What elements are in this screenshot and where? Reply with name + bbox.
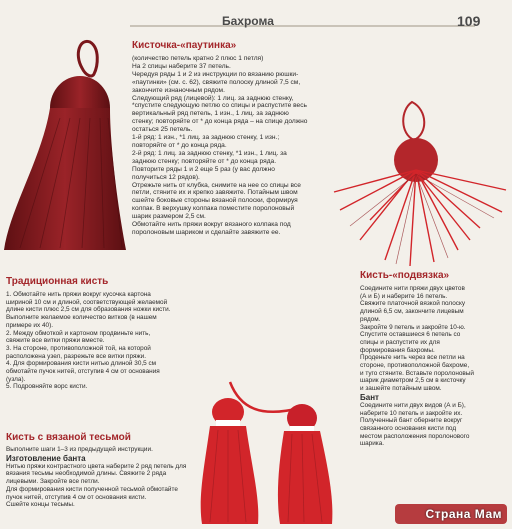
page-title: Бахрома	[222, 14, 274, 28]
text-line: петли, стяните их и крепко завяжите. Потайным швом	[132, 189, 298, 197]
text-line: пучок нитей, отступив 4 см от основания кисти.	[6, 493, 147, 501]
knitted-tassel-photo	[0, 38, 130, 260]
subsection-title-bant: Изготовление банта	[6, 453, 86, 463]
text-line: связанного основания кисти под	[360, 424, 457, 432]
text-line: местом расположения поролонового	[360, 432, 470, 440]
text-line: сшейте боковые стороны вязаной полоски, формируя	[132, 197, 298, 205]
text-line: рядом.	[360, 315, 381, 323]
text-line: Выполните желаемое количество витков (в нашем	[6, 314, 157, 322]
section-title-kistochka-pautinka: Кисточка-«паутинка»	[132, 40, 237, 51]
text-line: расположена узел, разрежьте все витки пряжи.	[6, 352, 147, 360]
text-line: формирования бахромы.	[360, 346, 435, 354]
text-line: шарик диаметром 2,5 см в кисточку	[360, 377, 466, 385]
text-line: Соедините нити пряжи двух цветов	[360, 285, 465, 292]
kistochka-pautinka-text	[132, 55, 368, 237]
text-line: (количество петель кратно 2 плюс 1 петля)	[132, 55, 264, 62]
text-line: Чередуя ряды 1 и 2 из инструкции по вязанию рюшки-	[132, 70, 299, 78]
text-line: лицевыми. Закройте все петли.	[6, 478, 100, 486]
text-line: 1. Обмотайте нить пряжи вокруг кусочка картона	[6, 291, 151, 298]
text-line: Сшейте концы тесьмы.	[6, 501, 75, 509]
header-rule	[130, 25, 475, 27]
text-line: Следующий ряд (лицевой): 1 лиц. за заднюю стенку,	[132, 94, 294, 102]
text-line: Свяжите платочной вязкой полоску	[360, 300, 466, 308]
text-line: Отрежьте нить от клубка, снимите на нее со спицы все	[132, 181, 301, 189]
text-line: «паутинки» (см. с. 62), свяжите полоску длиной 7,5 см,	[132, 78, 301, 86]
text-line: 1-й ряд: 1 изн., *1 лиц. за заднюю стенку, 1 изн.;	[132, 134, 280, 142]
text-line: закончите изнаночным рядом.	[132, 86, 225, 94]
text-line: 5. Подровняйте ворс кисти.	[6, 383, 88, 391]
text-line: повторяйте от * до конца ряда.	[132, 141, 227, 149]
text-line: 4. Для формирования кисти нитью длиной 30,5 см	[6, 360, 157, 368]
text-line: *спустите следующую петлю со спицы и распустите весь	[132, 102, 307, 110]
text-line: Полученный бант оберните вокруг	[360, 417, 463, 425]
section-title-kist-tesmoy: Кисть с вязаной тесьмой	[6, 432, 131, 443]
text-line: 2. Между обмоткой и картоном продвиньте нить,	[6, 329, 151, 337]
text-line: длине кисти плюс 2,5 см для образования ножки кисти.	[6, 306, 171, 314]
text-line: длиной 6,5 см, закончите лицевым	[360, 308, 464, 316]
text-line: примере их 40).	[6, 321, 53, 329]
text-line: обмотайте пучок нитей, отступив 4 см от основания	[6, 368, 160, 376]
text-line: Закройте 9 петель и закройте 10-ю.	[360, 323, 466, 331]
text-line: Соедините нити двух видов (А и Б),	[360, 401, 466, 409]
text-line: шарика.	[360, 440, 385, 448]
text-line: 2-й ряд: 1 лиц. за заднюю стенку, *1 изн., 1 лиц. за	[132, 149, 287, 157]
text-line: остаться 25 петель.	[132, 126, 193, 134]
text-line: свяжите все витки пряжи вместе.	[6, 337, 105, 345]
kist-tesmoy-text	[6, 446, 221, 509]
text-line: стенку; повторяйте от * до конца ряда – на спице должно	[132, 118, 308, 126]
page-number: 109	[457, 13, 481, 29]
text-line: и зашейте потайным швом.	[360, 385, 442, 393]
text-line: (А и Б) и наберите 16 петель.	[360, 292, 448, 300]
text-line: наберите 10 петель и закройте их.	[360, 409, 463, 417]
text-line: заднюю стенку; повторяйте от * до конца ряда.	[132, 157, 277, 165]
text-line: колпак. В верхушку колпака поместите поролоновый	[132, 205, 295, 213]
text-line: Выполните шаги 1–3 из предыдущей инструкции.	[6, 446, 153, 453]
text-line: Для формирования кисти полученной тесьмой обмотайте	[6, 485, 178, 493]
text-line: поролоновым шариком и сделайте завяжите ее.	[132, 228, 281, 236]
text-line: и туго стяните. Вставьте поролоновый	[360, 369, 474, 377]
text-line: Нитью пряжи контрастного цвета наберите 2 ряд петель для	[6, 462, 187, 470]
text-line: На 2 спицы наберите 37 петель.	[132, 62, 231, 70]
text-line: (узла).	[6, 375, 26, 383]
text-line: получиться 12 рядов).	[132, 173, 200, 181]
text-line: Обмотайте нить пряжи вокруг вязаного колпака под	[132, 221, 291, 229]
text-line: вязания тесьмы необходимой длины. Свяжите 2 ряда	[6, 470, 167, 478]
traditsionnaya-text	[6, 291, 221, 391]
text-line: стороне, противоположной бахроме,	[360, 362, 470, 370]
text-line: 3. На стороне, противоположной той, на которой	[6, 344, 151, 352]
text-line: Проденьте нить через все петли на	[360, 354, 465, 362]
text-line: Повторите ряды 1 и 2 еще 5 раз (у вас должно	[132, 165, 275, 173]
section-title-traditsionnaya: Традиционная кисть	[6, 276, 109, 287]
watermark-text: Страна Мам	[425, 507, 502, 521]
kist-podvyazka-text	[360, 285, 508, 448]
text-line: вертикальный ряд петель, 1 изн., 1 лиц. за заднюю	[132, 110, 289, 118]
text-line: шарик размером 2,5 см.	[132, 213, 206, 221]
text-line: шириной 10 см и длиной, соответствующей желаемой	[6, 298, 168, 306]
subsection-title-bant-2: Бант	[360, 392, 379, 402]
section-title-kist-podvyazka: Кисть-«подвязка»	[360, 270, 450, 281]
text-line: Спустите оставшиеся 6 петель со	[360, 331, 461, 339]
text-line: спицы и распустите их для	[360, 338, 440, 346]
